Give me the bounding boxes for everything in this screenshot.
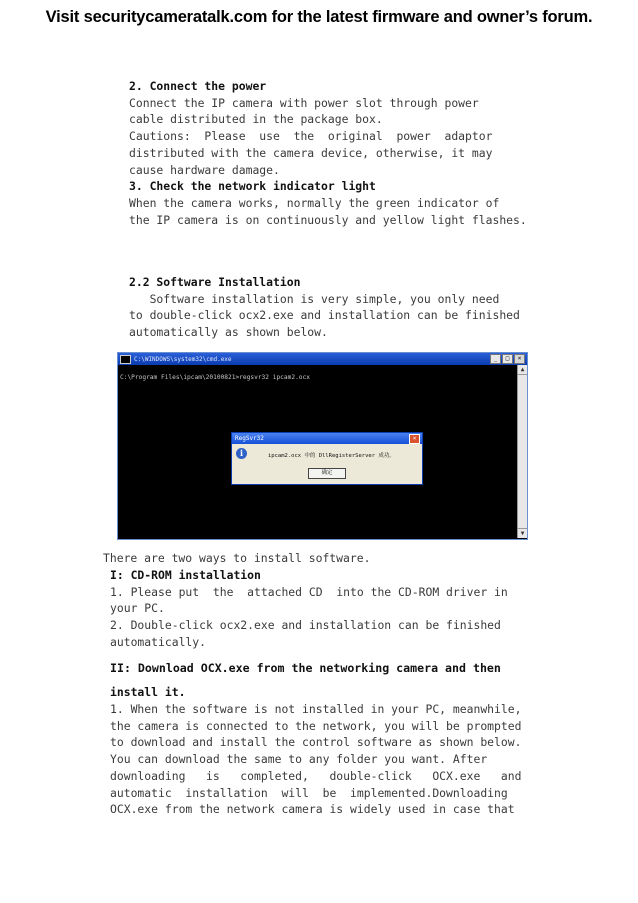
download-heading-line2: install it.	[110, 685, 186, 699]
text-line: 1. When the software is not installed in your PC, meanwhile,	[110, 702, 522, 716]
cmd-title-bar	[118, 353, 527, 365]
text-line: cable distributed in the package box.	[129, 112, 383, 127]
install-ways-intro: There are two ways to install software.	[103, 551, 371, 565]
text-line: distributed with the camera device, otherwise, it may	[129, 145, 493, 160]
text-line: 2. Connect the power	[129, 79, 267, 93]
info-icon: i	[236, 448, 247, 459]
scroll-down-icon: ▼	[518, 528, 527, 538]
window-controls	[490, 354, 525, 364]
text-line: downloading is completed, double-click OCX.exe and	[110, 768, 522, 783]
text-line: to download and install the control software as shown below.	[110, 735, 522, 750]
text-line: Cautions: Please use the original power adaptor	[129, 129, 493, 144]
dialog-message: ipcam2.ocx 中的 DllRegisterServer 成功。	[268, 453, 395, 459]
text-line: 2. Double-click ocx2.exe and installation can be finished	[110, 618, 501, 633]
text-line: the camera is connected to the network, you will be prompted	[110, 718, 522, 733]
text-line: automatically as shown below.	[129, 325, 328, 340]
dialog-title: RegSvr32	[235, 435, 264, 442]
cmd-command-line: C:\Program Files\ipcam\20100821>regsvr32 ipcam2.ocx	[120, 374, 310, 381]
text-line: I: CD-ROM installation	[110, 568, 261, 582]
dialog-ok-button: 确定	[308, 468, 346, 479]
text-line: You can download the same to any folder you want. After	[110, 752, 488, 767]
cmd-window-title: C:\WINDOWS\system32\cmd.exe	[134, 355, 232, 363]
cmd-window-screenshot	[117, 352, 528, 540]
download-heading-line1: II: Download OCX.exe from the networking camera and then	[110, 661, 501, 675]
regsvr32-dialog	[231, 432, 423, 485]
maximize-icon: □	[502, 354, 513, 364]
text-line: 1. Please put the attached CD into the CD-ROM driver in	[110, 584, 508, 599]
dialog-title-bar	[232, 433, 422, 444]
cmd-scrollbar	[517, 365, 527, 538]
text-line: automatic installation will be implemented.Downloading	[110, 785, 508, 800]
text-line: Connect the IP camera with power slot through power	[129, 95, 479, 110]
dialog-close-icon: ×	[409, 434, 420, 444]
text-line: to double-click ocx2.exe and installation can be finished	[129, 308, 520, 323]
text-line: the IP camera is on continuously and yellow light flashes.	[129, 212, 527, 227]
text-line: 2.2 Software Installation	[129, 275, 301, 289]
text-line: automatically.	[110, 634, 207, 649]
text-line: your PC.	[110, 601, 165, 616]
site-banner: Visit securitycameratalk.com for the latest firmware and owner’s forum.	[45, 8, 593, 26]
text-line: Software installation is very simple, you only need	[129, 291, 500, 306]
scroll-up-icon: ▲	[518, 365, 527, 375]
text-line: OCX.exe from the network camera is widely used in case that	[110, 802, 515, 817]
cmd-icon	[120, 355, 131, 364]
minimize-icon: _	[490, 354, 501, 364]
text-line: When the camera works, normally the green indicator of	[129, 195, 500, 210]
close-icon: ×	[514, 354, 525, 364]
text-line: cause hardware damage.	[129, 162, 280, 177]
text-line: 3. Check the network indicator light	[129, 179, 376, 194]
